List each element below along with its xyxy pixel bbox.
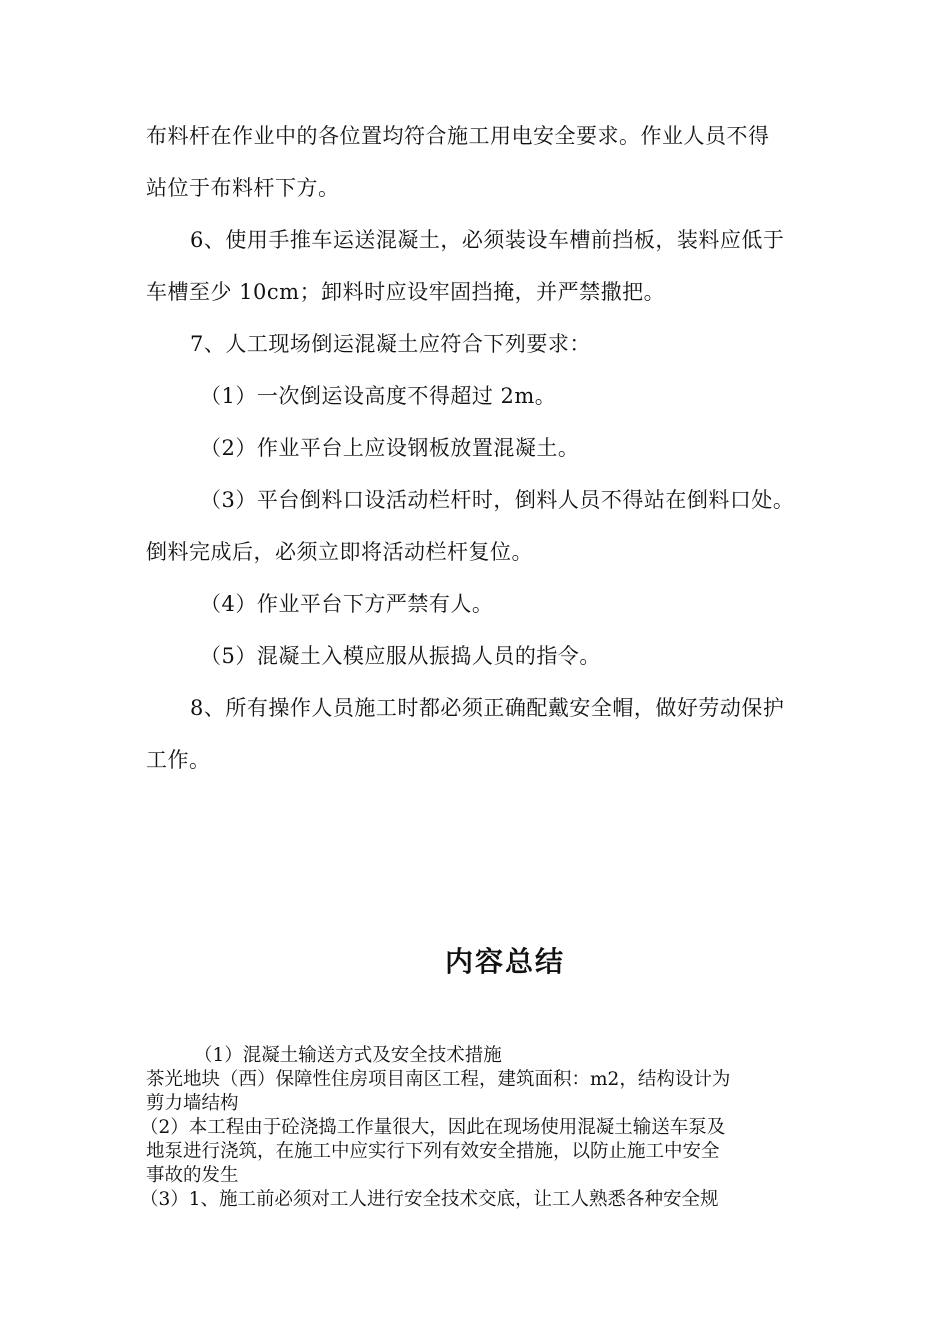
summary-line-4: （2）本工程由于砼浇捣工作量很大，因此在现场使用混凝土输送车泵及 <box>140 1117 726 1138</box>
body-paragraph-2-line-2: 车槽至少 10cm；卸料时应设牢固挡掩，并严禁撒把。 <box>146 280 666 304</box>
list-item-4: （4）作业平台下方严禁有人。 <box>200 592 494 616</box>
summary-line-1: （1）混凝土输送方式及安全技术措施 <box>194 1045 502 1066</box>
summary-body <box>140 1044 826 1212</box>
body-paragraph-4-line-1: 8、所有操作人员施工时都必须正确配戴安全帽，做好劳动保护 <box>190 696 785 720</box>
summary-line-2: 茶光地块（西）保障性住房项目南区工程，建筑面积：m2，结构设计为 <box>146 1069 731 1090</box>
list-item-2: （2）作业平台上应设钢板放置混凝土。 <box>200 436 580 460</box>
body-paragraph-3: 7、人工现场倒运混凝土应符合下列要求： <box>190 332 591 356</box>
list-item-1: （1）一次倒运设高度不得超过 2m。 <box>200 384 557 408</box>
list-item-5: （5）混凝土入模应服从振捣人员的指令。 <box>200 644 601 668</box>
summary-title: 内容总结 <box>444 945 565 978</box>
summary-line-6: 事故的发生 <box>146 1165 239 1186</box>
body-paragraph-4-line-2: 工作。 <box>146 748 211 772</box>
body-paragraph-2-line-1: 6、使用手推车运送混凝土，必须装设车槽前挡板，装料应低于 <box>190 228 785 252</box>
body-paragraph-1-line-1: 布料杆在作业中的各位置均符合施工用电安全要求。作业人员不得 <box>146 124 770 148</box>
summary-line-7: （3）1、施工前必须对工人进行安全技术交底，让工人熟悉各种安全规 <box>140 1189 719 1210</box>
list-item-3-line-1: （3）平台倒料口设活动栏杆时，倒料人员不得站在倒料口处。 <box>200 488 795 512</box>
body-paragraph-1-line-2: 站位于布料杆下方。 <box>146 176 340 200</box>
list-item-3-line-2: 倒料完成后，必须立即将活动栏杆复位。 <box>146 540 533 564</box>
summary-line-3: 剪力墙结构 <box>146 1093 239 1114</box>
summary-line-5: 地泵进行浇筑，在施工中应实行下列有效安全措施，以防止施工中安全 <box>146 1141 720 1162</box>
